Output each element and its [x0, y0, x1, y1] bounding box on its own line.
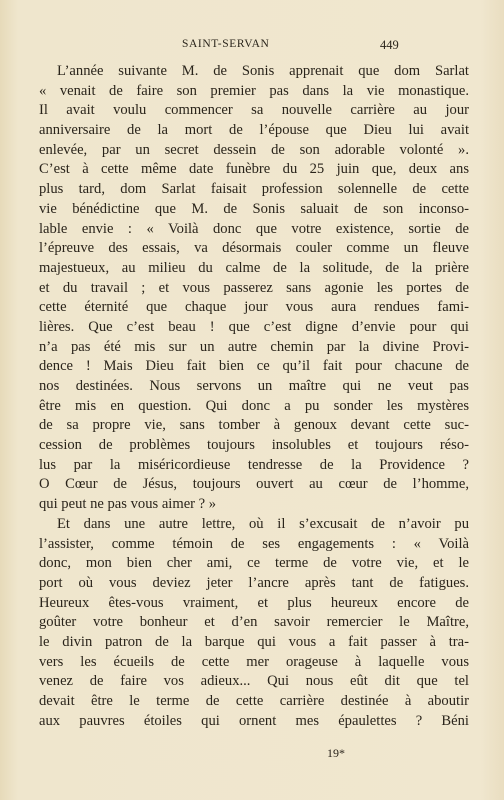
signature-mark: 19*	[327, 746, 345, 760]
text-line: venez de faire vos adieux... Qui nous eût dit que tel	[39, 673, 469, 690]
text-line: plus tard, dom Sarlat faisait profession solennelle de cette	[39, 181, 469, 198]
text-line: aux pauvres étoiles qui ornent mes épaulettes ? Béni	[39, 712, 469, 729]
text-line: port où vous deviez jeter l’ancre après tant de fatigues.	[39, 574, 469, 591]
text-line: majestueux, au milieu du calme de la solitude, de la prière	[39, 259, 469, 276]
text-line: anniversaire de la mort de l’épouse que Dieu lui avait	[39, 122, 469, 139]
running-head	[0, 38, 504, 54]
text-line: et du travail ; et vous passerez sans agonie les portes de	[39, 279, 469, 296]
text-line: n’a pas été mis sur un autre chemin par la divine Provi-	[39, 338, 469, 355]
text-line: Heureux êtes-vous vraiment, et plus heureux encore de	[39, 594, 469, 611]
text-line: nos destinées. Nous servons un maître qui ne veut pas	[39, 378, 469, 394]
text-line: qui peut ne pas vous aimer ? »	[39, 496, 217, 513]
text-line: « venait de faire son premier pas dans la vie monastique.	[39, 82, 469, 99]
text-line: être mis en question. Qui donc a pu sonder les mystères	[39, 397, 469, 414]
text-line: lable envie : « Voilà donc que votre existence, sortie de	[39, 220, 469, 237]
text-line: Il avait voulu commencer sa nouvelle carrière au jour	[39, 102, 469, 119]
text-line: goûter votre bonheur et d’en savoir remercier le Maître,	[39, 614, 469, 631]
text-line: de sa propre vie, sans tomber à genoux devant cette suc-	[39, 417, 469, 434]
text-line: enlevée, par un secret dessein de son adorable volonté ».	[39, 141, 469, 158]
text-line: donc, mon bien cher ami, ce terme de votre vie, et le	[39, 555, 469, 572]
text-line: vers les écueils de cette mer orageuse à laquelle vous	[39, 653, 469, 670]
text-line: vie bénédictine que M. de Sonis saluait de son inconso-	[39, 200, 469, 217]
page-number: 449	[380, 38, 399, 52]
text-line: l’épreuve des essais, va désormais couler comme un fleuve	[39, 240, 469, 257]
text-line: dence ! Mais Dieu fait bien ce qu’il fait pour chacune de	[39, 358, 469, 375]
text-line: l’assister, comme témoin de ses engagements : « Voilà	[39, 535, 469, 552]
text-line: C’est à cette même date funèbre du 25 juin que, deux ans	[39, 161, 469, 178]
text-line: cette éternité que chaque jour vous aura rendues fami-	[39, 299, 469, 316]
text-line: devait être le terme de cette carrière destinée à aboutir	[39, 693, 469, 709]
body-text	[39, 62, 469, 731]
text-line: lus par la miséricordieuse tendresse de la Providence ?	[39, 456, 469, 473]
text-line: L’année suivante M. de Sonis apprenait que dom Sarlat	[57, 63, 469, 79]
text-line: O Cœur de Jésus, toujours ouvert au cœur de l’homme,	[39, 476, 469, 493]
text-line: le divin patron de la barque qui vous a fait passer à tra-	[39, 633, 469, 650]
text-line: lières. Que c’est beau ! que c’est digne d’envie pour qui	[39, 318, 469, 335]
text-line: cession de problèmes toujours insolubles et toujours réso-	[39, 437, 469, 454]
running-title: SAINT-SERVAN	[182, 38, 270, 50]
text-line: Et dans une autre lettre, où il s’excusait de n’avoir pu	[57, 515, 469, 532]
